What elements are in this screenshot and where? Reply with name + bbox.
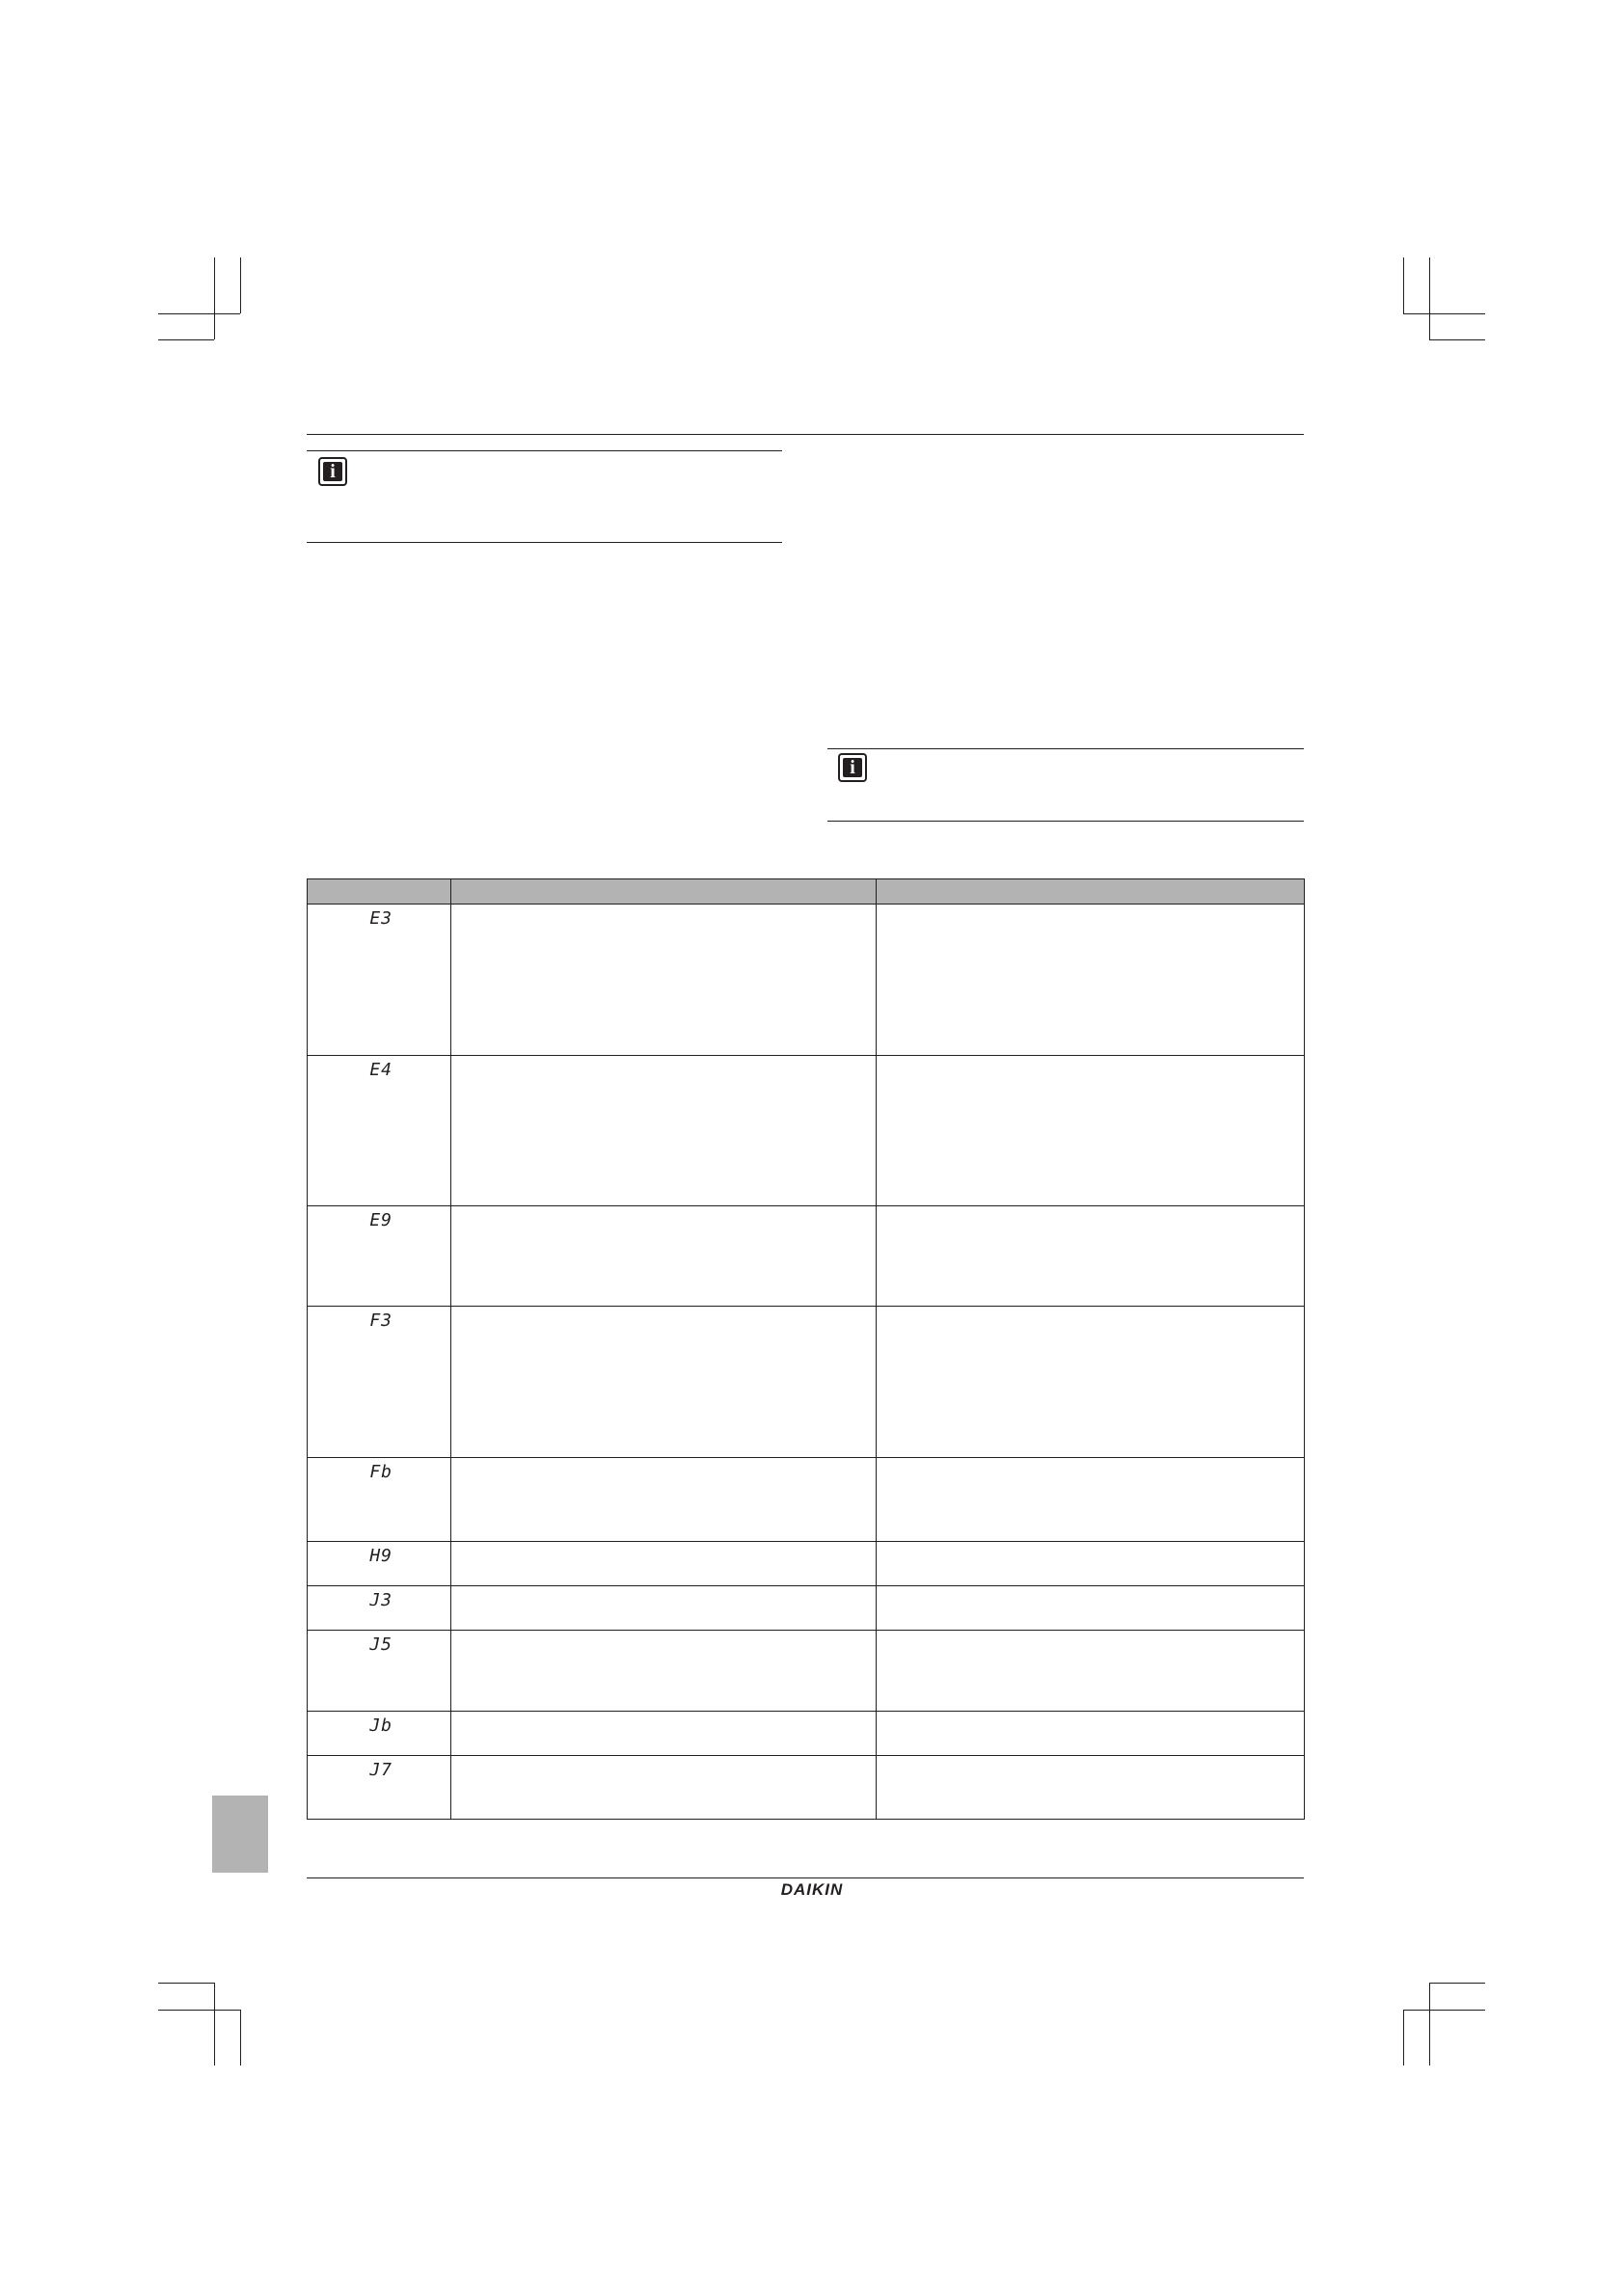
table-header-row (308, 879, 1305, 905)
info-icon: i (838, 753, 867, 782)
table-row (308, 1056, 1305, 1206)
cause-cell (451, 1756, 877, 1820)
solution-cell (877, 1307, 1305, 1458)
table-row (308, 1542, 1305, 1586)
error-code: E3 (308, 905, 451, 1056)
solution-cell (877, 1542, 1305, 1586)
error-code: E4 (308, 1056, 451, 1206)
error-code: J5 (308, 1631, 451, 1712)
header-cell-solution (877, 879, 1305, 905)
cause-cell (451, 1712, 877, 1756)
cause-cell (451, 1586, 877, 1631)
footer-rule (307, 1877, 1304, 1878)
table-row (308, 1586, 1305, 1631)
table-row (308, 1631, 1305, 1712)
error-code: J7 (308, 1756, 451, 1820)
table-row (308, 1712, 1305, 1756)
solution-cell (877, 1631, 1305, 1712)
error-code: Fb (308, 1458, 451, 1542)
header-cell-code (308, 879, 451, 905)
table-row (308, 1458, 1305, 1542)
error-code: E9 (308, 1206, 451, 1307)
header-rule (307, 434, 1304, 435)
solution-cell (877, 1056, 1305, 1206)
solution-cell (877, 1586, 1305, 1631)
table-row (308, 1307, 1305, 1458)
solution-cell (877, 905, 1305, 1056)
chapter-side-tab (212, 1796, 268, 1873)
cause-cell (451, 1631, 877, 1712)
table-row (308, 1756, 1305, 1820)
error-code: F3 (308, 1307, 451, 1458)
brand-logo: DAIKIN (780, 1880, 844, 1899)
error-code: Jb (308, 1712, 451, 1756)
cause-cell (451, 1206, 877, 1307)
cause-cell (451, 1307, 877, 1458)
table-row (308, 905, 1305, 1056)
cause-cell (451, 1458, 877, 1542)
cause-cell (451, 905, 877, 1056)
info-icon: i (318, 457, 347, 486)
solution-cell (877, 1756, 1305, 1820)
cause-cell (451, 1542, 877, 1586)
header-cell-cause (451, 879, 877, 905)
table-row (308, 1206, 1305, 1307)
solution-cell (877, 1712, 1305, 1756)
cause-cell (451, 1056, 877, 1206)
solution-cell (877, 1458, 1305, 1542)
error-code-table (307, 878, 1305, 1820)
error-code: H9 (308, 1542, 451, 1586)
error-code: J3 (308, 1586, 451, 1631)
solution-cell (877, 1206, 1305, 1307)
